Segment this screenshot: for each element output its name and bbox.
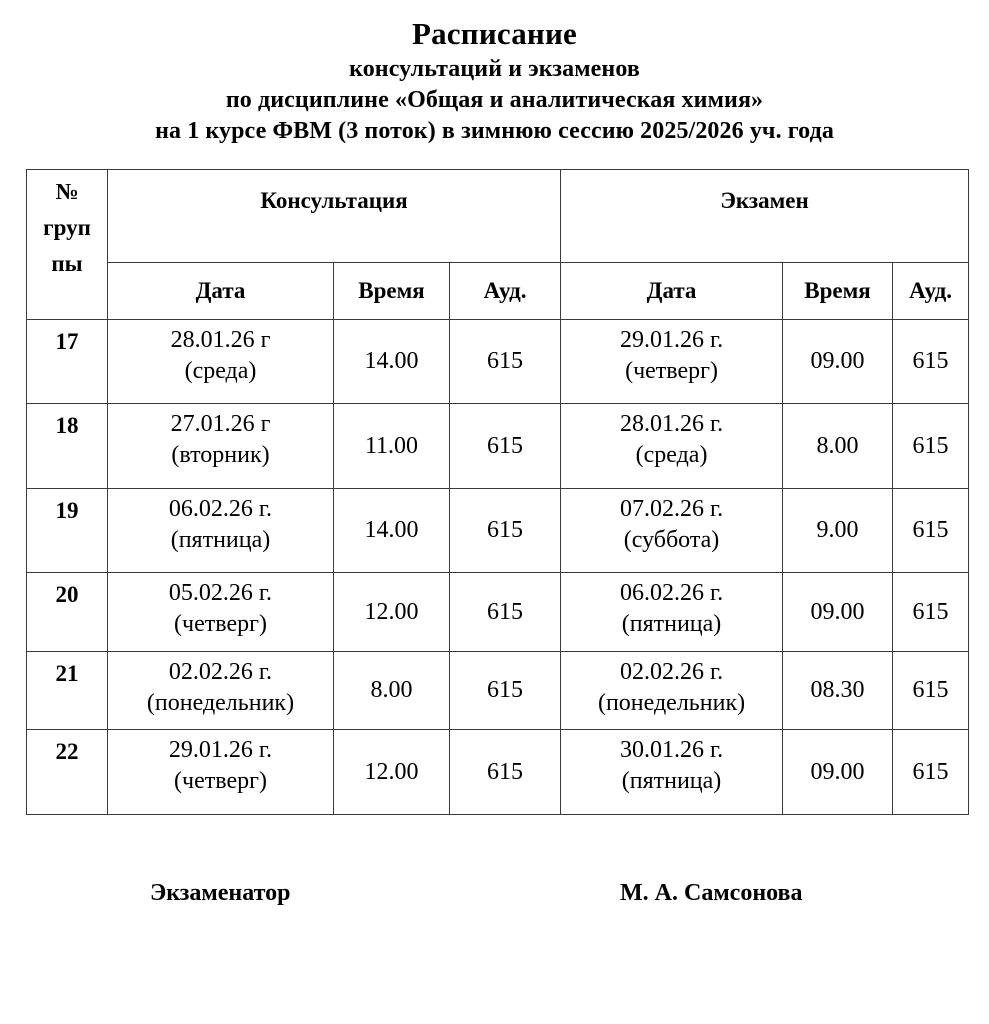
cell-exam-time: 09.00 [783, 730, 893, 815]
cell-exam-room: 615 [893, 730, 969, 815]
cell-consultation-room: 615 [450, 652, 561, 730]
cell-exam-date [561, 404, 783, 489]
header-group-line-1: № [55, 179, 79, 204]
cell-exam-time: 08.30 [783, 652, 893, 730]
table-row [27, 730, 969, 815]
cell-exam-time: 8.00 [783, 404, 893, 489]
consultation-date-value: 05.02.26 г. [168, 580, 273, 606]
cell-exam-date [561, 730, 783, 815]
cell-group-number: 21 [27, 652, 108, 730]
table-header-row-columns [27, 263, 969, 320]
consultation-weekday-value: (понедельник) [146, 690, 295, 716]
title-subline-3: на 1 курсе ФВМ (3 поток) в зимнюю сессию 2025/2026 уч. года [155, 118, 834, 144]
cell-exam-time: 09.00 [783, 320, 893, 404]
cell-exam-time: 09.00 [783, 573, 893, 652]
header-exam-time: Время [783, 263, 893, 320]
table-row [27, 320, 969, 404]
consultation-date-value: 27.01.26 г [170, 411, 271, 437]
consultation-weekday-value: (среда) [184, 358, 257, 384]
header-consultation-date: Дата [108, 263, 334, 320]
header-group-line-3: пы [51, 251, 83, 276]
cell-consultation-time: 14.00 [334, 489, 450, 573]
consultation-weekday-value: (вторник) [171, 442, 270, 468]
cell-consultation-date [108, 404, 334, 489]
exam-date-value: 06.02.26 г. [619, 580, 724, 606]
table-header [27, 170, 969, 320]
exam-weekday-value: (четверг) [625, 358, 718, 384]
cell-consultation-date [108, 320, 334, 404]
schedule-table [26, 169, 969, 815]
cell-consultation-date [108, 573, 334, 652]
cell-exam-date [561, 573, 783, 652]
cell-consultation-room: 615 [450, 404, 561, 489]
title-subline-2: по дисциплине «Общая и аналитическая химия» [225, 87, 764, 113]
consultation-date-value: 28.01.26 г [170, 327, 271, 353]
cell-group-number: 20 [27, 573, 108, 652]
table-row [27, 573, 969, 652]
examiner-name: М. А. Самсонова [620, 880, 803, 906]
cell-consultation-date [108, 652, 334, 730]
exam-date-value: 02.02.26 г. [619, 659, 724, 685]
consultation-date-value: 29.01.26 г. [168, 737, 273, 763]
header-exam-date: Дата [561, 263, 783, 320]
cell-consultation-room: 615 [450, 320, 561, 404]
consultation-weekday-value: (четверг) [174, 611, 267, 637]
cell-exam-time: 9.00 [783, 489, 893, 573]
examiner-label: Экзаменатор [150, 880, 291, 906]
exam-date-value: 07.02.26 г. [619, 496, 724, 522]
consultation-date-value: 06.02.26 г. [168, 496, 273, 522]
consultation-weekday-value: (пятница) [170, 527, 271, 553]
cell-group-number: 19 [27, 489, 108, 573]
cell-consultation-time: 14.00 [334, 320, 450, 404]
header-section-consultation: Консультация [108, 170, 561, 263]
cell-consultation-time: 11.00 [334, 404, 450, 489]
exam-date-value: 30.01.26 г. [619, 737, 724, 763]
cell-consultation-date [108, 489, 334, 573]
cell-consultation-time: 12.00 [334, 730, 450, 815]
cell-exam-room: 615 [893, 320, 969, 404]
consultation-date-value: 02.02.26 г. [168, 659, 273, 685]
cell-exam-date [561, 489, 783, 573]
cell-group-number: 18 [27, 404, 108, 489]
cell-exam-date [561, 652, 783, 730]
document-title-block [0, 0, 989, 147]
cell-exam-date [561, 320, 783, 404]
cell-consultation-date [108, 730, 334, 815]
table-row [27, 652, 969, 730]
cell-consultation-time: 12.00 [334, 573, 450, 652]
header-group-line-2: груп [43, 215, 91, 240]
exam-date-value: 28.01.26 г. [619, 411, 724, 437]
cell-exam-room: 615 [893, 489, 969, 573]
header-exam-room: Ауд. [893, 263, 969, 320]
table-row [27, 404, 969, 489]
exam-weekday-value: (понедельник) [597, 690, 746, 716]
cell-consultation-room: 615 [450, 730, 561, 815]
exam-weekday-value: (суббота) [623, 527, 720, 553]
page-title: Расписание [411, 16, 578, 51]
consultation-weekday-value: (четверг) [174, 768, 267, 794]
exam-date-value: 29.01.26 г. [619, 327, 724, 353]
exam-weekday-value: (пятница) [621, 611, 722, 637]
cell-exam-room: 615 [893, 573, 969, 652]
header-group-number [27, 170, 108, 320]
header-consultation-time: Время [334, 263, 450, 320]
cell-consultation-time: 8.00 [334, 652, 450, 730]
schedule-table-container [0, 169, 989, 815]
cell-consultation-room: 615 [450, 489, 561, 573]
exam-weekday-value: (среда) [635, 442, 708, 468]
cell-exam-room: 615 [893, 652, 969, 730]
table-header-row-sections [27, 170, 969, 263]
table-body [27, 320, 969, 815]
cell-group-number: 22 [27, 730, 108, 815]
header-section-exam: Экзамен [561, 170, 969, 263]
cell-consultation-room: 615 [450, 573, 561, 652]
title-subline-1: консультаций и экзаменов [349, 56, 640, 82]
exam-weekday-value: (пятница) [621, 768, 722, 794]
cell-group-number: 17 [27, 320, 108, 404]
header-consultation-room: Ауд. [450, 263, 561, 320]
table-row [27, 489, 969, 573]
cell-exam-room: 615 [893, 404, 969, 489]
